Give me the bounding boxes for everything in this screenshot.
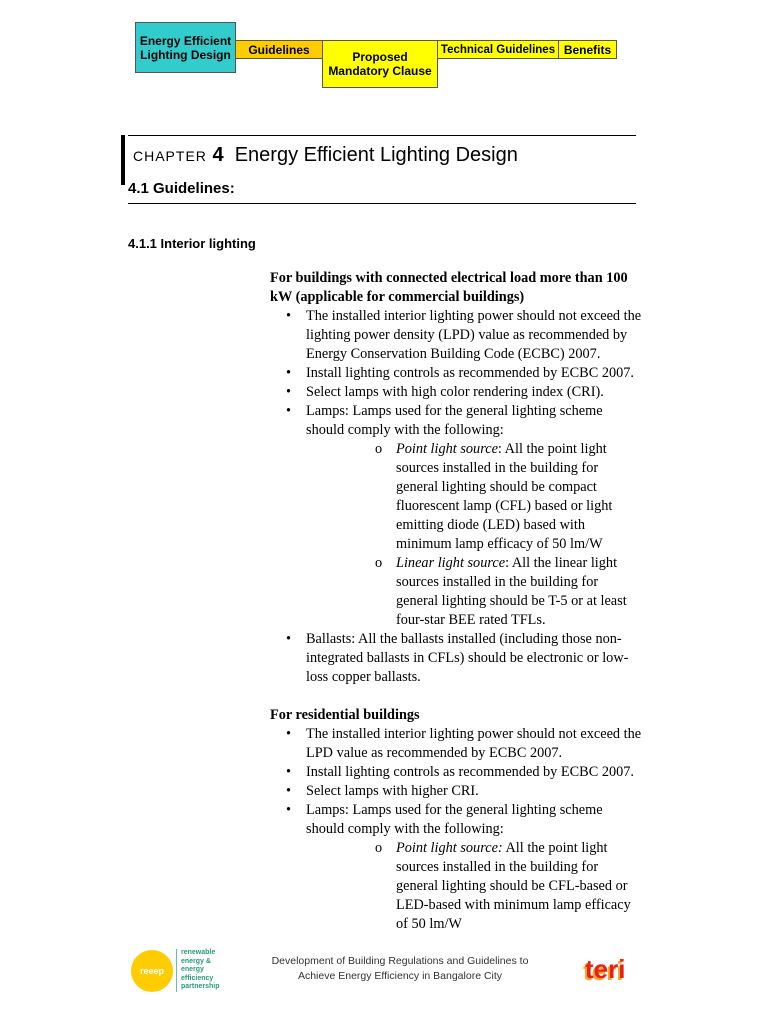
chapter-number: 4 bbox=[212, 144, 224, 166]
list-item: • The installed interior lighting power should not exceed the LPD value as recommended by ECBC 2007. bbox=[270, 725, 642, 763]
nav-energy-efficient-lighting-design[interactable]: Energy Efficient Lighting Design bbox=[135, 22, 236, 73]
term: Point light source bbox=[396, 441, 498, 457]
content bbox=[270, 269, 642, 934]
list-item: • Install lighting controls as recommended by ECBC 2007. bbox=[270, 763, 642, 782]
divider bbox=[128, 135, 636, 136]
section-heading: 4.1 Guidelines: bbox=[128, 180, 235, 197]
sub-list-item bbox=[270, 440, 642, 554]
reeep-logo-text: renewable energy & energy efficiency partnership bbox=[176, 949, 225, 992]
nav-benefits[interactable]: Benefits bbox=[558, 40, 617, 59]
commercial-heading: For buildings with connected electrical load more than 100 kW (applicable for commercial buildings) bbox=[270, 270, 628, 305]
list-item: • Lamps: Lamps used for the general lighting scheme should comply with the following: bbox=[270, 402, 642, 440]
list-item: • Select lamps with higher CRI. bbox=[270, 782, 642, 801]
divider bbox=[128, 203, 636, 204]
sub-list-item bbox=[270, 839, 642, 934]
nav-technical-guidelines[interactable]: Technical Guidelines bbox=[437, 40, 559, 59]
list-item: • Ballasts: All the ballasts installed (including those non-integrated ballasts in CFLs) should be electronic or low-loss copper ballasts. bbox=[270, 630, 642, 687]
footer-line: Development of Building Regulations and Guidelines to bbox=[271, 955, 529, 967]
chapter-bar bbox=[121, 135, 125, 185]
list-item: • Install lighting controls as recommended by ECBC 2007. bbox=[270, 364, 642, 383]
sub-list-item bbox=[270, 554, 642, 630]
footer bbox=[0, 950, 768, 1010]
list-item: • Select lamps with high color rendering index (CRI). bbox=[270, 383, 642, 402]
residential-heading: For residential buildings bbox=[270, 707, 420, 723]
nav-proposed-mandatory-clause[interactable]: Proposed Mandatory Clause bbox=[322, 40, 438, 88]
term-text: All the point light sources installed in the building for general lighting should be CFL-based or LED-based with minimum lamp efficacy of 50 lm/W bbox=[396, 840, 631, 932]
term: Point light source: bbox=[396, 840, 503, 856]
term: Linear light source bbox=[396, 555, 506, 571]
footer-text bbox=[270, 954, 530, 984]
chapter-name: Energy Efficient Lighting Design bbox=[234, 144, 518, 166]
nav-guidelines[interactable]: Guidelines bbox=[235, 40, 323, 59]
subsection-heading: 4.1.1 Interior lighting bbox=[128, 236, 256, 251]
list-item: • The installed interior lighting power should not exceed the lighting power density (LPD) value as recommended by Energy Conservation Building Code (ECBC) 2007. bbox=[270, 307, 642, 364]
teri-logo: teri bbox=[585, 954, 626, 984]
chapter-title bbox=[133, 143, 518, 168]
reeep-logo: reeep bbox=[131, 950, 173, 992]
term-text: : All the point light sources installed in the building for general lighting should be compact fluorescent lamp (CFL) based or light emitting diode (LED) based with minimum lamp efficacy of 50 lm/W bbox=[396, 441, 613, 552]
list-item: • Lamps: Lamps used for the general lighting scheme should comply with the following: bbox=[270, 801, 642, 839]
chapter-word: CHAPTER bbox=[133, 148, 207, 164]
term-text: : All the linear light sources installed in the building for general lighting should be T-5 or at least four-star BEE rated TFLs. bbox=[396, 555, 627, 628]
footer-line: Achieve Energy Efficiency in Bangalore City bbox=[297, 970, 503, 982]
page-flow bbox=[0, 269, 768, 1010]
